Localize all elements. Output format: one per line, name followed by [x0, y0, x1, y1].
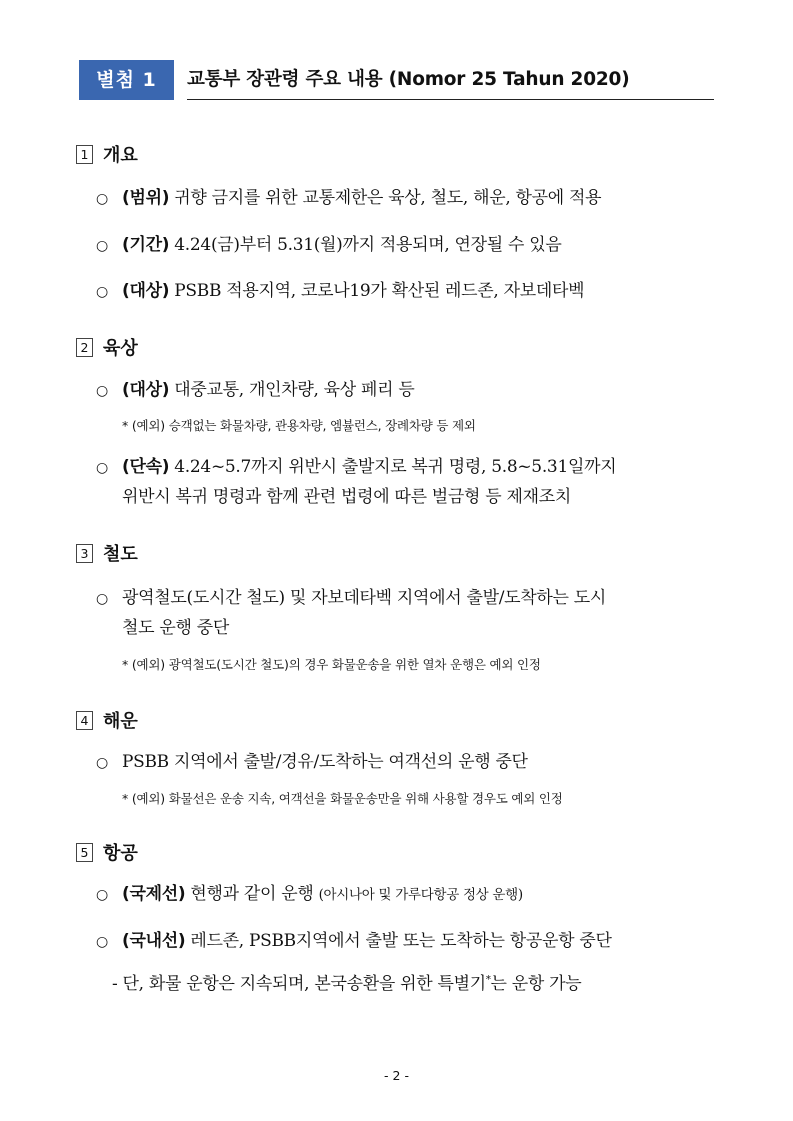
bullet-mark: ○ [96, 887, 108, 903]
section-4-heading [76, 707, 138, 733]
rail-exception-note: * (예외) 광역철도(도시간 철도)의 경우 화물운송을 위한 열차 운행은 예외 인정 [122, 657, 541, 672]
section-title: 개요 [103, 145, 138, 166]
bullet-rail: ○ 광역철도(도시간 철도) 및 자보데타벡 지역에서 출발/도착하는 도시 철도 운행 중단 [96, 584, 726, 643]
section-title: 철도 [103, 544, 138, 565]
bullet-mark: ○ [96, 383, 108, 399]
attachment-badge: 별첨 1 [79, 60, 174, 100]
bullet-mark: ○ [96, 191, 108, 207]
title-underline [187, 99, 714, 100]
section-number-box: 3 [76, 544, 93, 563]
bullet-sea: ○ PSBB 지역에서 출발/경유/도착하는 여객선의 운행 중단 [96, 748, 726, 778]
bullet-mark: ○ [96, 238, 108, 254]
section-number-box: 4 [76, 711, 93, 730]
section-2-heading [76, 334, 138, 360]
bullet-period: ○ (기간) 4.24(금)부터 5.31(월)까지 적용되며, 연장될 수 있음 [96, 231, 726, 261]
section-5-heading [76, 839, 138, 865]
air-cargo-subnote: - 단, 화물 운항은 지속되며, 본국송환을 위한 특별기*는 운항 가능 [112, 974, 582, 994]
bullet-mark: ○ [96, 591, 108, 607]
page-number: - 2 - [384, 1068, 409, 1083]
bullet-mark: ○ [96, 934, 108, 950]
bullet-mark: ○ [96, 284, 108, 300]
section-number-box: 5 [76, 843, 93, 862]
section-1-heading [76, 141, 138, 167]
bullet-international-flights: ○ (국제선) 현행과 같이 운행 (아시나아 및 가루다항공 정상 운행) [96, 880, 726, 910]
document-title: 교통부 장관령 주요 내용 (Nomor 25 Tahun 2020) [187, 69, 630, 90]
section-number-box: 1 [76, 145, 93, 164]
section-3-heading [76, 540, 138, 566]
section-title: 항공 [103, 843, 138, 864]
bullet-land-enforcement: ○ (단속) 4.24~5.7까지 위반시 출발지로 복귀 명령, 5.8~5.31일까지 위반시 복귀 명령과 함께 관련 법령에 따른 벌금형 등 제재조치 [96, 453, 726, 512]
section-number-box: 2 [76, 338, 93, 357]
section-title: 육상 [103, 338, 138, 359]
bullet-mark: ○ [96, 460, 108, 476]
bullet-target: ○ (대상) PSBB 적용지역, 코로나19가 확산된 레드존, 자보데타벡 [96, 277, 726, 307]
sea-exception-note: * (예외) 화물선은 운송 지속, 여객선을 화물운송만을 위해 사용할 경우도 예외 인정 [122, 791, 563, 806]
land-exception-note: * (예외) 승객없는 화물차량, 관용차량, 엠뷸런스, 장례차량 등 제외 [122, 418, 476, 433]
bullet-domestic-flights: ○ (국내선) 레드존, PSBB지역에서 출발 또는 도착하는 항공운항 중단 [96, 927, 726, 957]
bullet-land-target: ○ (대상) 대중교통, 개인차량, 육상 페리 등 [96, 376, 726, 406]
section-title: 해운 [103, 711, 138, 732]
document-header [79, 60, 714, 100]
bullet-mark: ○ [96, 755, 108, 771]
bullet-scope: ○ (범위) 귀향 금지를 위한 교통제한은 육상, 철도, 해운, 항공에 적용 [96, 184, 726, 214]
